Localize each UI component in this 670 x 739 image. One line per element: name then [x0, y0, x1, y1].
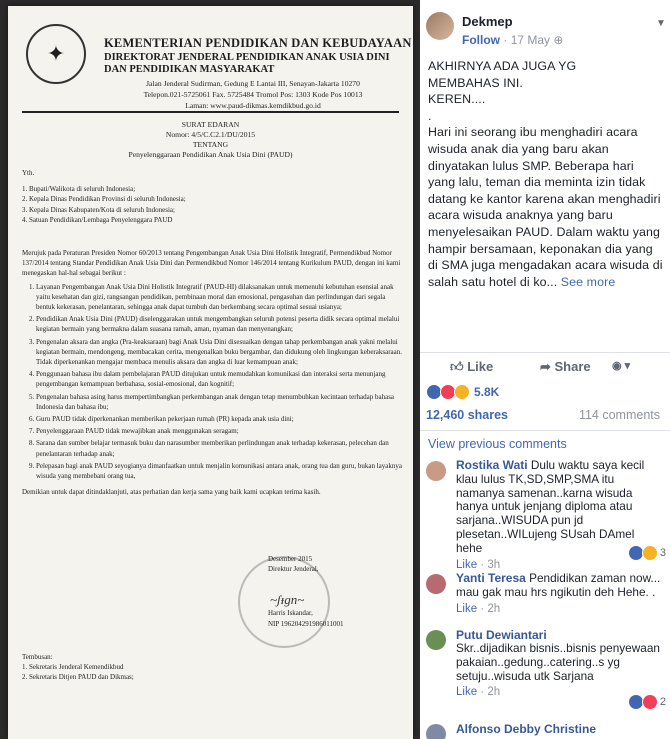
doc-point: 7. Penyelenggaraan PAUD tidak mewajibkan anak menggunakan seragam;	[36, 426, 402, 436]
thumbs-up-icon: 👍︎	[450, 359, 468, 374]
doc-recipient: 2. Kepala Dinas Pendidikan Provinsi di seluruh Indonesia;	[22, 195, 186, 204]
doc-point: 6. Guru PAUD tidak diperkenankan memberikan pekerjaan rumah (PR) kepada anak usia dini;	[36, 414, 402, 424]
commenter-avatar[interactable]	[426, 724, 446, 739]
share-label: Share	[554, 359, 591, 374]
reaction-count[interactable]: 5.8K	[474, 385, 500, 399]
doc-position: Direktur Jenderal,	[268, 565, 319, 574]
see-more-link[interactable]: See more	[560, 274, 616, 289]
globe-icon: ⊕	[553, 33, 564, 47]
post-text	[428, 58, 664, 290]
dot-separator: ·	[503, 33, 511, 47]
doc-point: 5. Pengenalan bahasa asing harus mempertimbangkan perkembangan anak dengan tetap menumbuhkan kecintaan terhadap bahasa Indonesia dan bahasa ibu;	[36, 392, 402, 412]
comment-like-button[interactable]: Like	[456, 602, 478, 615]
author-name[interactable]: Dekmep	[462, 14, 513, 29]
post-date[interactable]: 17 May	[510, 33, 551, 47]
doc-address-line: Jalan Jenderal Sudirman, Gedung E Lantai III, Senayan-Jakarta 10270	[146, 79, 360, 88]
doc-cc-item: 1. Sekretaris Jenderal Kemendikbud	[22, 663, 124, 672]
doc-directorate: DIREKTORAT JENDERAL PENDIDIKAN ANAK USIA DINI DAN PENDIDIKAN MASYARAKAT	[104, 52, 390, 75]
doc-point: 4. Penggunaan bahasa ibu dalam pembelajaran PAUD ditujukan untuk memudahkan komunikasi dan interaksi serta menunjang pengembangan kemampuan berbahasa, sosial-emosional, dan kognitif;	[36, 369, 402, 389]
doc-signer: Harris Iskandar,	[268, 609, 313, 618]
doc-cc-item: 2. Sekretaris Ditjen PAUD dan Dikmas;	[22, 673, 134, 682]
comment-time[interactable]: 2h	[487, 686, 501, 699]
doc-title: SURAT EDARAN	[181, 120, 240, 129]
doc-point: 9. Pelepasan bagi anak PAUD seyogianya dimanfaatkan untuk menjalin komunikasi antara anak, orang tua dan guru, bukan layaknya wisuda yang membebani orang tua,	[36, 461, 402, 481]
like-label: Like	[467, 359, 494, 374]
doc-cc	[22, 652, 402, 683]
commenter-avatar[interactable]	[426, 461, 446, 481]
commenter-name[interactable]: Putu Dewiantari	[456, 628, 547, 642]
love-reaction-icon	[642, 694, 658, 710]
doc-nip: NIP 196204291986011001	[268, 619, 344, 628]
comment-text: Pendidikan zaman now... mau gak mau hrs ngikutin deh Hehe. .	[456, 571, 661, 599]
doc-to: Yth.	[22, 169, 35, 177]
chevron-down-icon: ▾	[621, 360, 631, 372]
post-meta	[462, 33, 563, 47]
comment-reaction-count: 3	[659, 547, 666, 559]
commenter-avatar[interactable]	[426, 574, 446, 594]
share-arrow-icon: ➦	[540, 359, 555, 374]
chevron-down-icon[interactable]: ▼	[656, 18, 666, 29]
doc-date: Desember 2015	[268, 555, 313, 563]
post-side-panel: Dekmep Follow · 17 May ⊕ ▼ AKHIRNYA ADA JUGA YG MEMBAHAS INI. KEREN.... . Hari ini seorang ibu menghadiri acara wisuda anak dia yang baru akan dinyatakan lulus SMP. Beberapa hari yang lalu, teman dia meminta izin tidak datang ke kantor karena akan menghadiri acara wisuda anaknya yang baru menyelesaikan PAUD. Dalam waktu yang hampir bersamaan, keponakan dia yang di SMA juga mengadakan acara wisuda di salah satu hotel di ko... See more 👍︎ Like ➦ Share ◉ ▾ 5.8K 12,460 shares 114 comments View previous comments Rostika Wati Dulu waktu saya kecil klau lulus TK,SD,SMP,SMA itu namanya samenan..karna wisuda hanya untuk jenjang diploma atau sarjana..WISUDA pun jd plesetan..WILujeng SUsah DAmel hehe Like · 3h 3 Yanti Teresa Pendidikan zaman now... mau gak mau hrs ngikutin deh Hehe. . Like · 2h Putu Dewiantari Skr..dijadikan bisnis..bisnis penyewaan pakaian..gedung..catering..s yg setuju..wisuda utk Sarjana Like · 2h 2 Alfonso Debby Christine	[420, 0, 670, 739]
doc-address	[118, 78, 388, 111]
doc-address-line: Laman: www.paud-dikmas.kemdikbud.go.id	[185, 101, 321, 110]
doc-subject: Penyelenggaraan Pendidikan Anak Usia Dini (PAUD)	[128, 150, 293, 159]
post-line: MEMBAHAS INI.	[428, 75, 523, 90]
commenter-name[interactable]: Yanti Teresa	[456, 571, 526, 585]
comment-reaction-count: 2	[659, 696, 666, 708]
follow-link[interactable]: Follow	[462, 33, 500, 47]
comment-reactions[interactable]	[628, 545, 666, 561]
reaction-summary[interactable]	[426, 384, 499, 400]
comment-time[interactable]: 3h	[487, 558, 501, 571]
view-previous-comments[interactable]: View previous comments	[428, 437, 567, 451]
action-bar	[420, 352, 670, 381]
comment-time[interactable]: 2h	[487, 602, 501, 615]
doc-body	[22, 248, 402, 497]
doc-recipient: 3. Kepala Dinas Kabupaten/Kota di seluruh Indonesia;	[22, 205, 175, 214]
doc-about: TENTANG	[192, 140, 229, 149]
doc-number: Nomor: 4/5/C.C2.1/DU/2015	[165, 130, 256, 139]
doc-point: 3. Pengenalan aksara dan angka (Pra-keaksaraan) bagi Anak Usia Dini disesuaikan dengan tahap perkembangan anak yakni melalui kegiatan bermain, mendongeng, membacakan cerita, mengenalkan buku bergambar, dan didukung oleh lingkungan keberaksaraan. Tidak diperkenankan mengajar membaca menulis aksara dan angka di luar kemampuan anak;	[36, 337, 402, 368]
doc-point: 8. Sarana dan sumber belajar termasuk buku dan narasumber memberikan perlindungan anak terhadap kekerasan, pelecehan dan penelantaran terhadap anak;	[36, 438, 402, 458]
comment-text: Skr..dijadikan bisnis..bisnis penyewaan pakaian..gedung..catering..s yg setuju..wisuda utk Sarjana	[456, 641, 660, 683]
doc-divider	[22, 111, 399, 113]
commenter-name[interactable]: Alfonso Debby Christine	[456, 722, 597, 736]
author-avatar[interactable]	[426, 12, 454, 40]
comment-text: Dulu waktu saya kecil klau lulus TK,SD,SMP,SMA itu namanya samenan..karna wisuda hanya untuk jenjang diploma atau sarjana..WISUDA pun jd plesetan..WILujeng SUsah DAmel hehe	[456, 458, 645, 555]
post-stats	[426, 408, 664, 426]
commenter-name[interactable]: Rostika Wati	[456, 458, 528, 472]
audience-selector[interactable]	[612, 359, 630, 372]
comment-reactions[interactable]	[628, 694, 666, 710]
doc-address-line: Telepon.021-5725061 Fax. 5725484 Tromol Pos: 1303 Kode Pos 10013	[143, 90, 363, 99]
doc-recipient: 4. Satuan Pendidikan/Lembaga Penyelenggara PAUD	[22, 215, 173, 224]
doc-title-block	[8, 120, 413, 160]
doc-intro: Merujuk pada Peraturan Presiden Nomor 60/2013 tentang Pengembangan Anak Usia Dini Holistik Integratif, Permendikbud Nomor 137/2014 tentang Standar Pendidikan Anak Usia Dini dan Permendikbud Nomor 146/2014 tentang Kurikulum PAUD, dengan ini kami menegaskan hal-hal sebagai berikut :	[22, 249, 401, 278]
doc-closing: Demikian untuk dapat ditindaklanjuti, atas perhatian dan kerja sama yang baik kami ucapkan terima kasih.	[22, 488, 321, 497]
post-line: .	[428, 108, 432, 123]
shares-count[interactable]: 12,460 shares	[426, 408, 509, 422]
doc-recipients	[22, 168, 402, 225]
doc-point: 1. Layanan Pengembangan Anak Usia Dini Holistik Integratif (PAUD-HI) dilaksanakan untuk memenuhi kebutuhan esensial anak yaitu kesehatan dan gizi, rangsangan pendidikan, pembinaan moral dan emosional, pengasuhan dan perlindungan dari segala bentuk kekerasan, penelantaran, sehingga anak dapat tumbuh dan berkembang secara optimal sesuai usianya;	[36, 282, 402, 313]
comments-count[interactable]: 114 comments	[578, 408, 660, 422]
divider	[420, 430, 670, 431]
doc-cc-title: Tembusan:	[22, 653, 53, 661]
comment-like-button[interactable]: Like	[456, 686, 478, 699]
profile-mini-icon: ◉	[612, 360, 622, 372]
handwritten-signature-icon: ~ʃᵻgn~	[270, 592, 305, 607]
post-line: AKHIRNYA ADA JUGA YG	[428, 59, 577, 73]
haha-reaction-icon	[642, 545, 658, 561]
share-button[interactable]	[540, 359, 591, 375]
like-button[interactable]	[450, 359, 493, 375]
commenter-avatar[interactable]	[426, 630, 446, 650]
comment-like-button[interactable]: Like	[456, 558, 478, 571]
doc-point: 2. Pendidikan Anak Usia Dini (PAUD) diselenggarakan untuk mengembangkan seluruh potensi peserta didik secara optimal melalui kegiatan bermain yang bermakna dalam suasana ramah, aman, nyaman dan menyenangkan;	[36, 314, 402, 334]
haha-reaction-icon	[454, 384, 470, 400]
post-body: Hari ini seorang ibu menghadiri acara wisuda anak dia yang baru akan dinyatakan lulus SMP. Beberapa hari yang lalu, teman dia meminta izin tidak datang ke kantor karena akan menghadiri acara wisuda anaknya yang baru menyelesaikan PAUD. Dalam waktu yang hampir bersamaan, keponakan dia yang di SMA juga mengadakan acara wisuda di salah satu hotel di ko...	[428, 125, 663, 289]
doc-recipient: 1. Bupati/Walikota di seluruh Indonesia;	[22, 185, 136, 194]
circular-letter-document	[8, 6, 413, 739]
tut-wuri-logo-icon: ✦	[26, 24, 86, 84]
post-line: KEREN....	[428, 92, 486, 107]
doc-ministry: KEMENTERIAN PENDIDIKAN DAN KEBUDAYAAN	[104, 36, 412, 50]
